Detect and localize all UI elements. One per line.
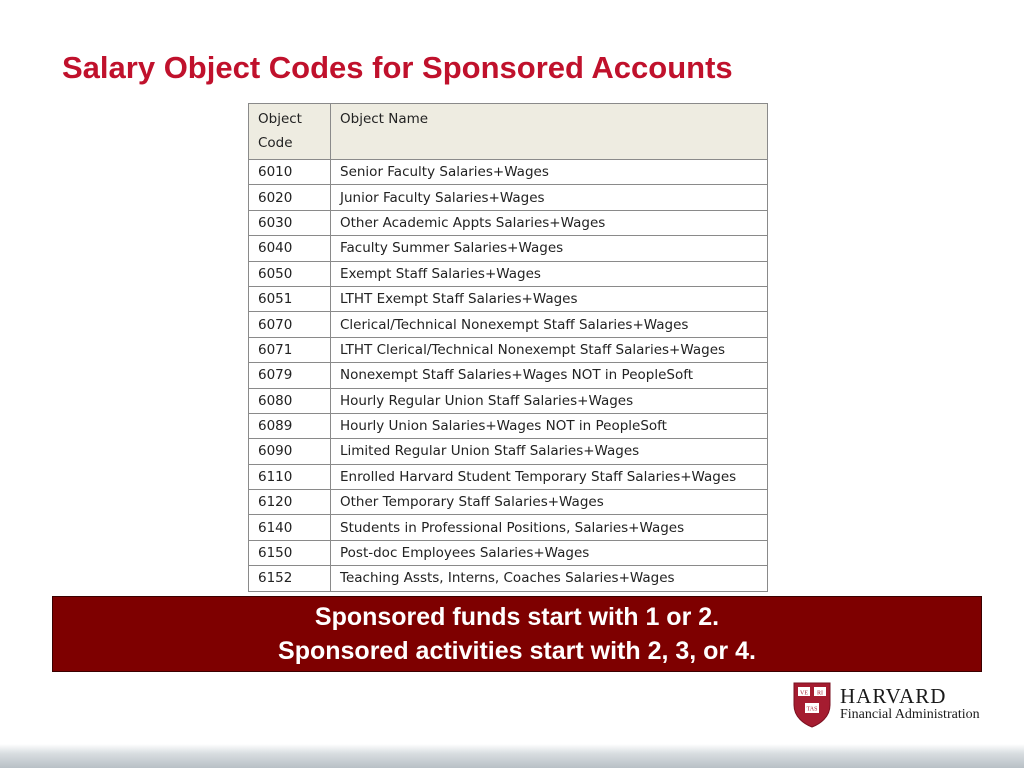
shield-ri: RI xyxy=(817,690,823,697)
table-row xyxy=(249,261,768,286)
object-name-cell: Post-doc Employees Salaries+Wages xyxy=(331,540,768,565)
table-row xyxy=(249,160,768,185)
table-row xyxy=(249,566,768,591)
object-name-cell: Nonexempt Staff Salaries+Wages NOT in PeopleSoft xyxy=(331,363,768,388)
banner-line-1: Sponsored funds start with 1 or 2. xyxy=(314,603,720,631)
object-name-cell: Enrolled Harvard Student Temporary Staff Salaries+Wages xyxy=(331,464,768,489)
object-code-cell: 6090 xyxy=(249,439,331,464)
object-name-cell: LTHT Clerical/Technical Nonexempt Staff Salaries+Wages xyxy=(331,337,768,362)
object-name-cell: Clerical/Technical Nonexempt Staff Salaries+Wages xyxy=(331,312,768,337)
object-code-cell: 6152 xyxy=(249,566,331,591)
object-name-cell: Faculty Summer Salaries+Wages xyxy=(331,236,768,261)
object-code-cell: 6110 xyxy=(249,464,331,489)
table-row xyxy=(249,540,768,565)
table-row xyxy=(249,210,768,235)
table-row xyxy=(249,490,768,515)
table-row xyxy=(249,337,768,362)
harvard-logo xyxy=(790,681,1010,733)
sponsored-info-banner xyxy=(52,596,982,672)
object-name-cell: Junior Faculty Salaries+Wages xyxy=(331,185,768,210)
object-name-cell: LTHT Exempt Staff Salaries+Wages xyxy=(331,286,768,311)
object-name-cell: Hourly Union Salaries+Wages NOT in PeopleSoft xyxy=(331,413,768,438)
object-code-cell: 6051 xyxy=(249,286,331,311)
table-row xyxy=(249,413,768,438)
harvard-veritas-shield-icon xyxy=(792,681,832,729)
object-code-cell: 6070 xyxy=(249,312,331,337)
object-code-cell: 6071 xyxy=(249,337,331,362)
logo-subtitle: Financial Administration xyxy=(840,707,980,722)
header-code-line2: Code xyxy=(258,135,293,151)
header-code-line1: Object xyxy=(258,111,302,127)
slide-title: Salary Object Codes for Sponsored Accounts xyxy=(62,50,733,85)
object-code-cell: 6040 xyxy=(249,236,331,261)
footer-gradient-bar xyxy=(0,744,1024,768)
object-name-cell: Other Academic Appts Salaries+Wages xyxy=(331,210,768,235)
object-code-cell: 6089 xyxy=(249,413,331,438)
table-row xyxy=(249,439,768,464)
object-code-cell: 6080 xyxy=(249,388,331,413)
table-row xyxy=(249,515,768,540)
object-name-cell: Other Temporary Staff Salaries+Wages xyxy=(331,490,768,515)
object-code-cell: 6030 xyxy=(249,210,331,235)
table-row xyxy=(249,464,768,489)
object-codes-table xyxy=(248,103,768,592)
object-code-cell: 6140 xyxy=(249,515,331,540)
object-code-cell: 6150 xyxy=(249,540,331,565)
object-code-cell: 6020 xyxy=(249,185,331,210)
shield-ve: VE xyxy=(800,690,808,697)
table-row xyxy=(249,388,768,413)
object-name-cell: Exempt Staff Salaries+Wages xyxy=(331,261,768,286)
table-row xyxy=(249,363,768,388)
object-code-cell: 6120 xyxy=(249,490,331,515)
table-row xyxy=(249,185,768,210)
table-row xyxy=(249,236,768,261)
object-code-cell: 6050 xyxy=(249,261,331,286)
table-row xyxy=(249,286,768,311)
logo-name: HARVARD xyxy=(840,684,947,708)
banner-line-2: Sponsored activities start with 2, 3, or 4. xyxy=(278,637,756,665)
table-header-row xyxy=(249,104,768,160)
object-name-cell: Hourly Regular Union Staff Salaries+Wages xyxy=(331,388,768,413)
header-object-code xyxy=(249,104,331,160)
header-object-name: Object Name xyxy=(331,104,768,160)
object-name-cell: Teaching Assts, Interns, Coaches Salaries+Wages xyxy=(331,566,768,591)
object-name-cell: Senior Faculty Salaries+Wages xyxy=(331,160,768,185)
shield-tas: TAS xyxy=(806,706,818,713)
table-row xyxy=(249,312,768,337)
object-code-cell: 6010 xyxy=(249,160,331,185)
object-name-cell: Limited Regular Union Staff Salaries+Wages xyxy=(331,439,768,464)
object-code-cell: 6079 xyxy=(249,363,331,388)
object-name-cell: Students in Professional Positions, Salaries+Wages xyxy=(331,515,768,540)
